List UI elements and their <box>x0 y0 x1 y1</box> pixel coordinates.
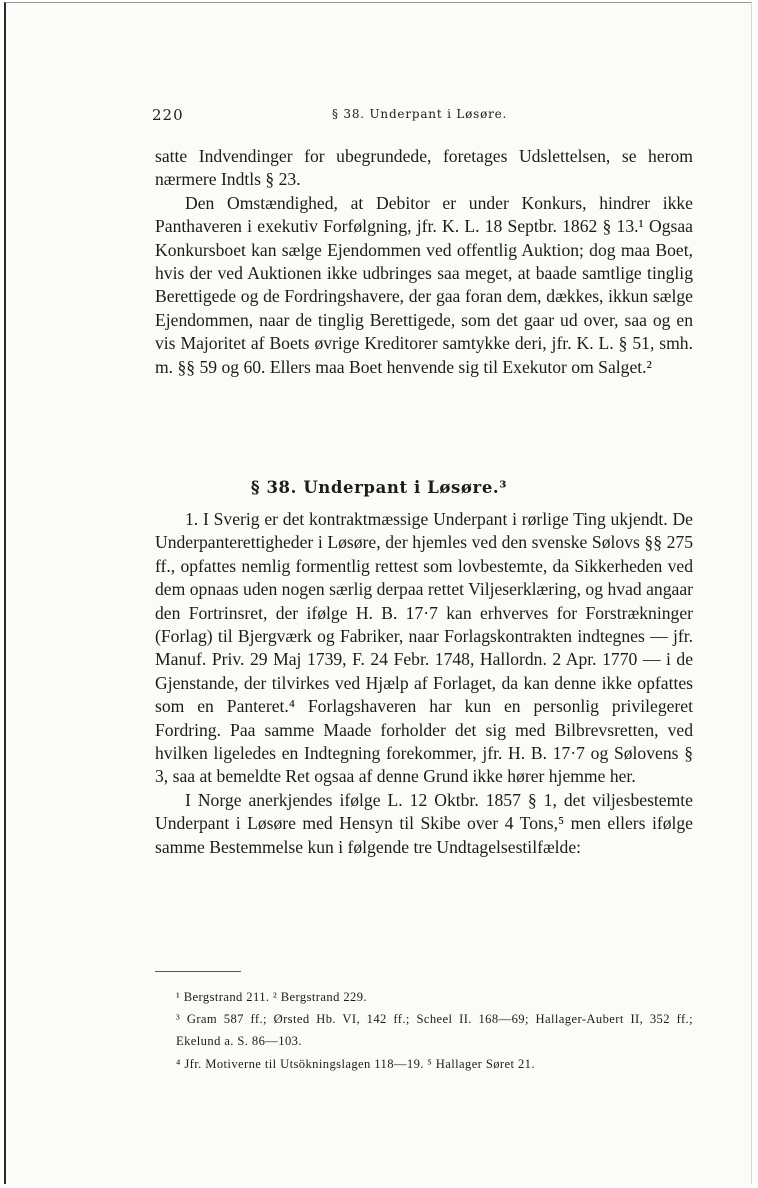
page-number: 220 <box>152 106 184 124</box>
footnote-4-5: ⁴ Jfr. Motiverne til Utsökningslagen 118—19. ⁵ Hallager Søret 21. <box>176 1056 535 1071</box>
footnote-1-2: ¹ Bergstrand 211. ² Bergstrand 229. <box>176 990 367 1004</box>
paragraph-sverig: 1. I Sverig er det kontraktmæssige Underpant i rørlige Ting ukjendt. De Underpanterettigheder i Løsøre, der hjemles ved den svenske Sølovs §§ 275 ff., opfattes nemlig formentlig rettest som lovbestemte, da Sikkerheden ved dem opnaas uden nogen særlig derpaa rettet Viljeserklæring, og hvad angaar den Fortrinsret, der ifølge H. B. 17·7 kan erhverves for Forstrækninger (Forlag) til Bjergværk og Fabriker, naar Forlagskontrakten indtegnes — jfr. Manuf. Priv. 29 Maj 1739, F. 24 Febr. 1748, Hallordn. 2 Apr. 1770 — i de Gjenstande, der tilvirkes ved Hjælp af Forlaget, da kan denne ikke opfattes som en Panteret.⁴ Forlagshaveren har kun en personlig privilegeret Fordring. Paa samme Maade forholder det sig med Bilbrevsretten, ved hvilken ligeledes en Indtegning forekommer, jfr. H. B. 17·7 og Sølovens § 3, saa at bemeldte Ret ogsaa af denne Grund ikke hører hjemme her. <box>155 509 693 787</box>
footnote-rule <box>155 971 241 972</box>
body-text-top <box>155 145 693 379</box>
page-header <box>152 106 592 126</box>
footnotes <box>160 986 693 1075</box>
paragraph-continuation: satte Indvendinger for ubegrundede, foretages Udslettelsen, se herom nærmere Indtls § 23. <box>155 146 693 190</box>
paragraph-konkurs: Den Omstændighed, at Debitor er under Konkurs, hindrer ikke Panthaveren i exekutiv Forfølgning, jfr. K. L. 18 Septbr. 1862 § 13.¹ Ogsaa Konkursboet kan sælge Ejendommen ved offentlig Auktion; dog maa Boet, hvis der ved Auktionen ikke udbringes saa meget, at baade samtlige tinglig Berettigede og de Fordringshavere, der gaa foran dem, dækkes, ikkun sælge Ejendommen, naar de tinglig Berettigede, som det gaar ud over, saa og en vis Majoritet af Boets øvrige Kreditorer samtykke deri, jfr. K. L. § 51, smh. m. §§ 59 og 60. Ellers maa Boet henvende sig til Exekutor om Salget.² <box>155 192 693 377</box>
body-text-bottom <box>155 508 693 859</box>
running-title: § 38. Underpant i Løsøre. <box>332 107 508 121</box>
paragraph-norge: I Norge anerkjendes ifølge L. 12 Oktbr. 1857 § 1, det viljesbestemte Underpant i Løsøre med Hensyn til Skibe over 4 Tons,⁵ men ellers ifølge samme Bestemmelse kun i følgende tre Undtagelsestilfælde: <box>155 789 693 857</box>
section-heading: § 38. Underpant i Løsøre.³ <box>250 478 508 497</box>
footnote-3: ³ Gram 587 ff.; Ørsted Hb. VI, 142 ff.; Scheel II. 168—69; Hallager-Aubert II, 352 ff.; Ekelund a. S. 86—103. <box>176 1012 693 1049</box>
